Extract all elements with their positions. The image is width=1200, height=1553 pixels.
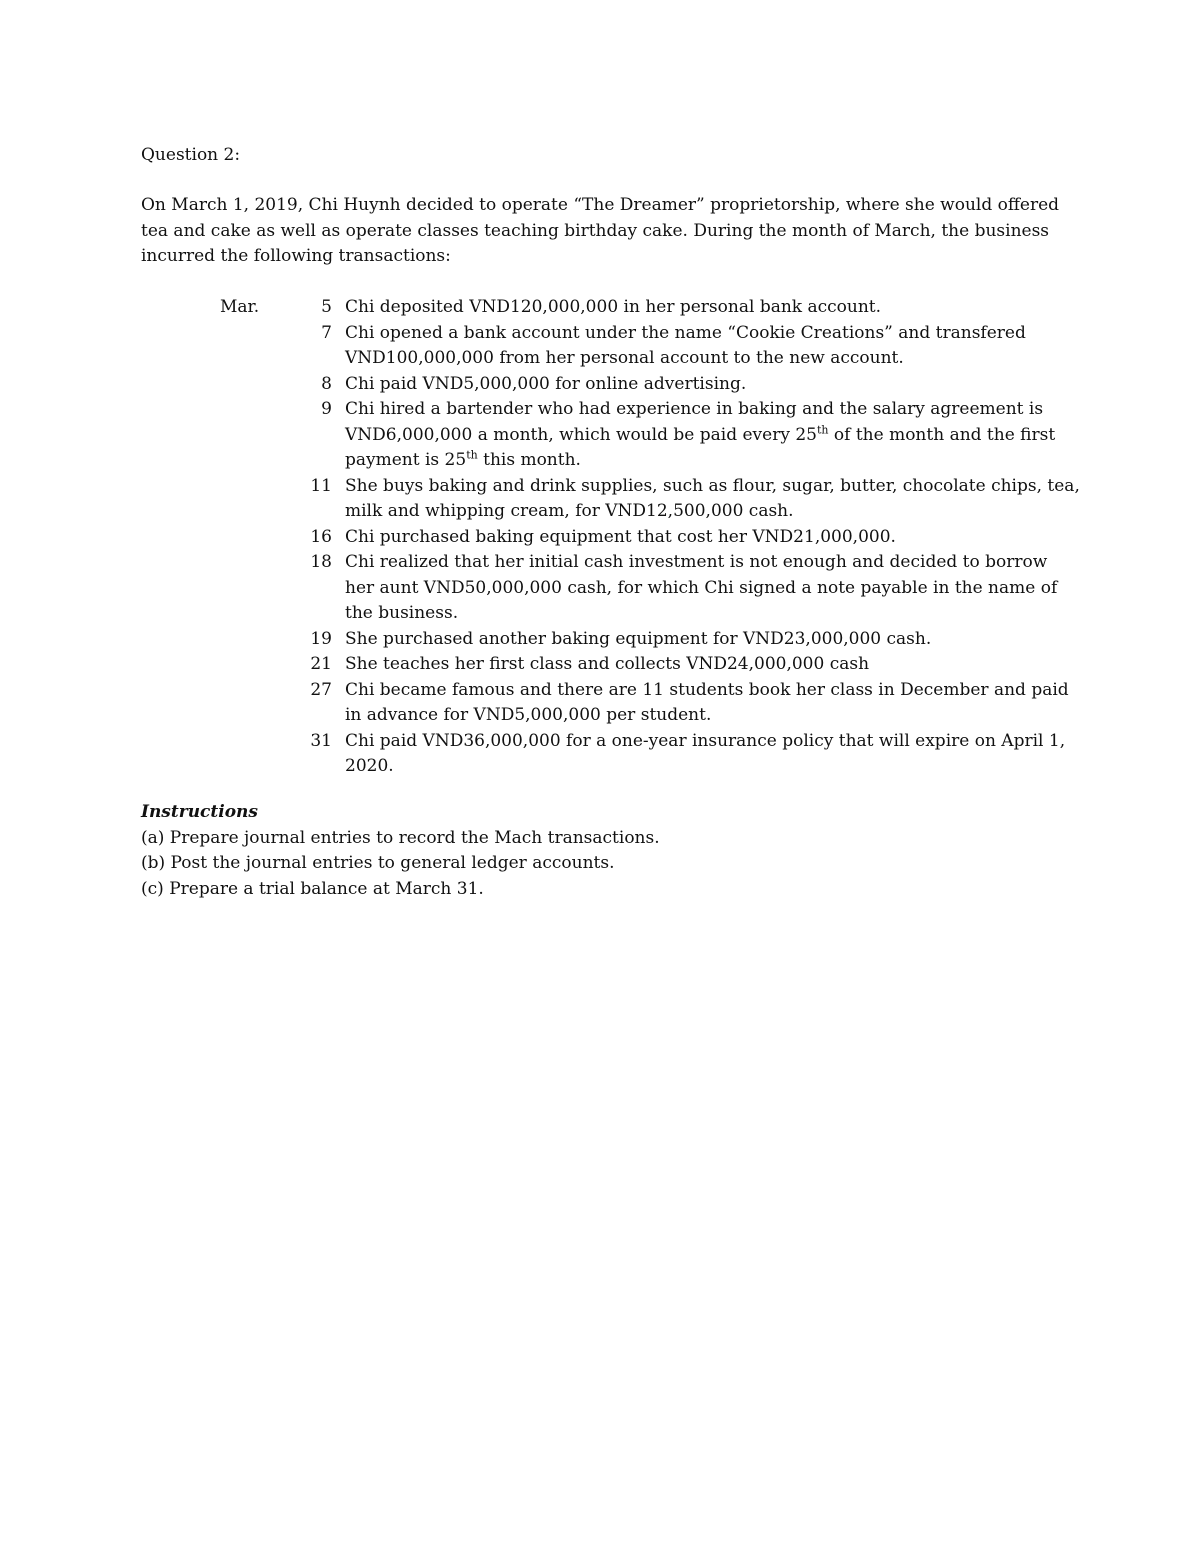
month-spacer <box>220 678 290 729</box>
instruction-item: (c) Prepare a trial balance at March 31. <box>141 878 484 899</box>
transaction-day: 21 <box>310 654 332 674</box>
transaction-description: Chi realized that her initial cash investment is not enough and decided to borrow her aunt VND50,000,000 cash, for which Chi signed a note payable in the name of the business. <box>345 552 1058 623</box>
month-spacer <box>220 397 290 474</box>
month-spacer <box>220 525 290 551</box>
transaction-item <box>220 397 1080 474</box>
transaction-description: She teaches her first class and collects VND24,000,000 cash <box>345 654 870 674</box>
ordinal-superscript: th <box>816 422 829 436</box>
transaction-description: Chi deposited VND120,000,000 in her personal bank account. <box>345 297 882 317</box>
transaction-text-part: Chi hired a bartender who had experience in baking and the salary agreement is VND6,000,000 a month, which would be paid every 25 <box>345 399 1044 445</box>
transaction-item <box>220 652 1080 678</box>
transaction-item <box>220 627 1080 653</box>
month-label: Mar. <box>220 297 260 317</box>
transaction-day: 19 <box>310 628 332 649</box>
transaction-day: 8 <box>321 373 332 394</box>
instruction-item: (a) Prepare journal entries to record the Mach transactions. <box>141 827 660 848</box>
transaction-item <box>220 372 1080 398</box>
transaction-day: 7 <box>321 322 332 343</box>
transaction-item <box>220 321 1080 372</box>
transaction-description: She buys baking and drink supplies, such as flour, sugar, butter, chocolate chips, tea, milk and whipping cream, for VND12,500,000 cash. <box>345 475 1080 521</box>
month-spacer <box>220 627 290 653</box>
month-spacer <box>220 550 290 627</box>
transaction-description: Chi paid VND36,000,000 for a one-year insurance policy that will expire on April 1, 2020. <box>345 730 1066 776</box>
instructions-section <box>141 800 1041 902</box>
transaction-description <box>345 397 1080 474</box>
transaction-text-part: of the month and the first payment is 25 <box>345 424 1056 470</box>
transaction-day: 16 <box>310 526 332 547</box>
question-introduction: On March 1, 2019, Chi Huynh decided to operate “The Dreamer” proprietorship, where she would offered tea and cake as well as operate classes teaching birthday cake. During the month of March, the business incurred the following transactions: <box>141 195 1060 266</box>
transaction-day: 31 <box>310 730 332 751</box>
transaction-item <box>220 678 1080 729</box>
transaction-description: Chi paid VND5,000,000 for online advertising. <box>345 373 747 394</box>
transaction-day: 18 <box>310 552 332 572</box>
transaction-day: 5 <box>321 297 332 317</box>
transaction-item <box>220 729 1080 780</box>
instruction-item: (b) Post the journal entries to general ledger accounts. <box>141 853 615 873</box>
transaction-day: 9 <box>321 399 332 419</box>
transaction-day: 27 <box>310 679 332 700</box>
month-spacer <box>220 372 290 398</box>
transaction-item <box>220 295 1080 321</box>
month-spacer <box>220 652 290 678</box>
transaction-item <box>220 474 1080 525</box>
month-spacer <box>220 474 290 525</box>
transaction-description: Chi opened a bank account under the name “Cookie Creations” and transfered VND100,000,000 from her personal account to the new account. <box>345 322 1026 368</box>
transaction-description: She purchased another baking equipment for VND23,000,000 cash. <box>345 628 932 649</box>
instructions-title: Instructions <box>141 802 258 822</box>
transaction-list <box>220 295 1080 780</box>
transaction-item <box>220 550 1080 627</box>
transaction-day: 11 <box>310 475 332 496</box>
question-title: Question 2: <box>141 145 241 165</box>
month-spacer <box>220 321 290 372</box>
transaction-item <box>220 525 1080 551</box>
ordinal-superscript: th <box>466 448 478 462</box>
transaction-description: Chi purchased baking equipment that cost her VND21,000,000. <box>345 526 896 547</box>
transaction-description: Chi became famous and there are 11 students book her class in December and paid in advance for VND5,000,000 per student. <box>345 679 1069 725</box>
transaction-text-part: this month. <box>477 450 581 470</box>
month-spacer <box>220 729 290 780</box>
